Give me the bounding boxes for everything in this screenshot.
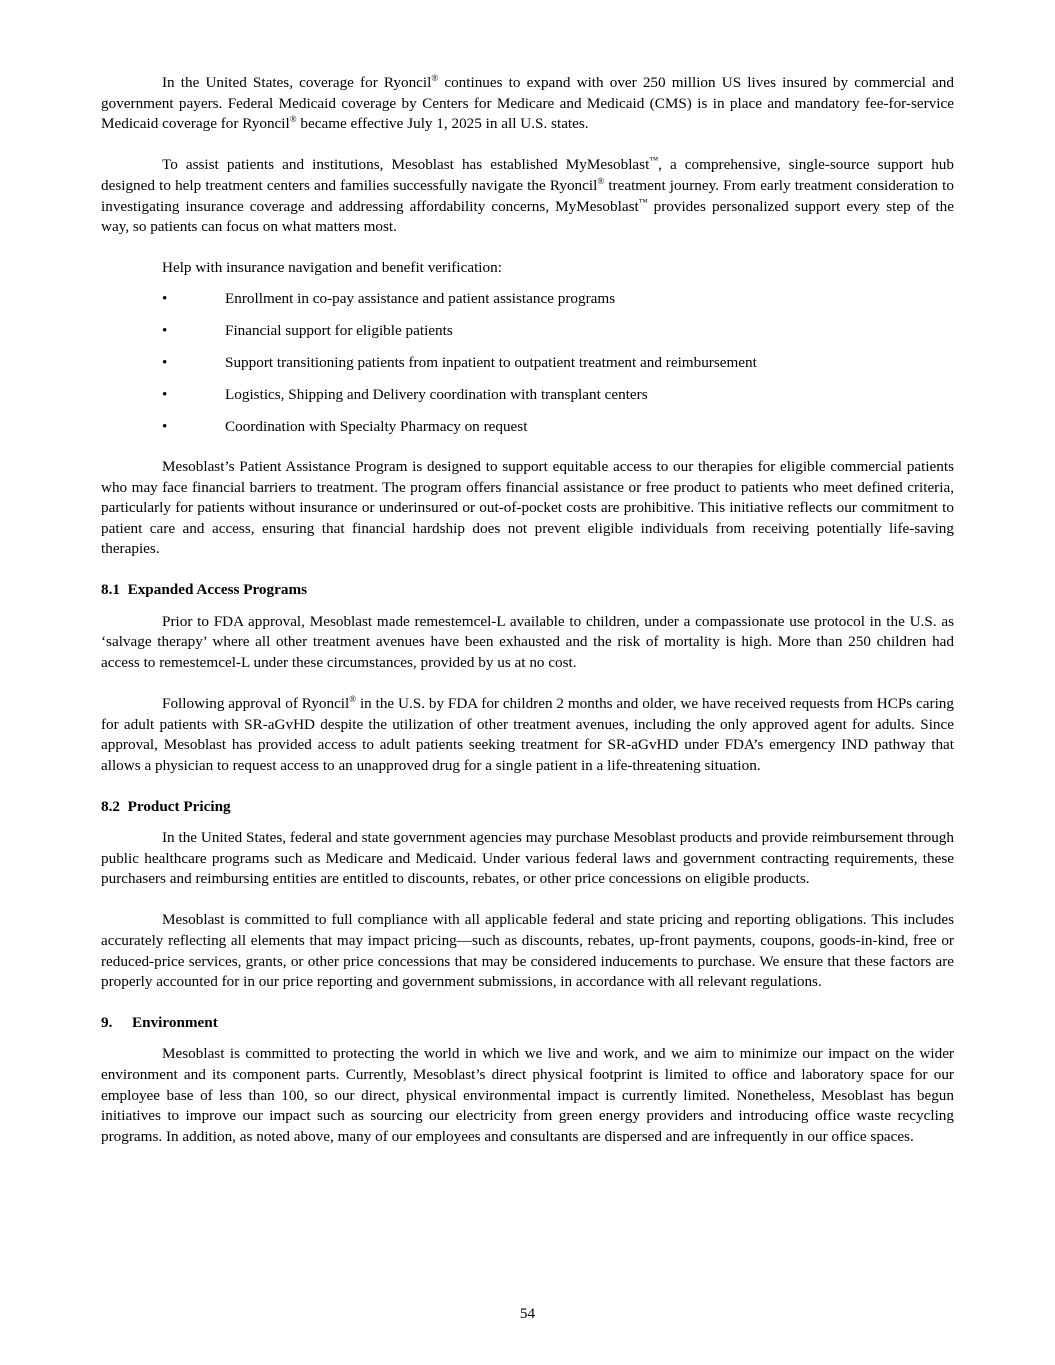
list-item (101, 321, 954, 342)
support-bullet-list (101, 289, 954, 438)
list-item (101, 385, 954, 406)
paragraph-pricing-compliance: Mesoblast is committed to full compliance with all applicable federal and state pricing and reporting obligations. This includes accurately reflecting all elements that may impact pricing—such as discounts, rebates, up-front payments, coupons, goods-in-kind, free or reduced-price services, grants, or other price concessions that may be considered inducements to purchase. We ensure that these factors are properly accounted for in our price reporting and government submissions, in accordance with all relevant regulations. (101, 911, 954, 991)
text-run: continues to expand with over 250 million US lives insured by commercial and government payers. Federal Medicaid coverage by Centers for Medicare and Medicaid (CMS) is in place and mandatory fee-for-service Medicaid coverage for Ryoncil (101, 74, 954, 133)
paragraph-patient-assistance: Mesoblast’s Patient Assistance Program is designed to support equitable access to our therapies for eligible commercial patients who may face financial barriers to treatment. The program offers financial assistance or free product to patients who meet defined criteria, particularly for patients without insurance or underinsured or out-of-pocket costs are prohibitive. This initiative reflects our commitment to patient care and access, ensuring that financial hardship does not prevent eligible individuals from receiving potentially life-saving therapies. (101, 457, 954, 558)
paragraph-compassionate-use: Prior to FDA approval, Mesoblast made remestemcel-L available to children, under a compassionate use protocol in the U.S. as ‘salvage therapy’ where all other treatment avenues have been exhausted and the risk of mortality is high. More than 250 children had access to remestemcel-L under these circumstances, provided by us at no cost. (101, 612, 954, 671)
trademark-mark: ™ (638, 196, 648, 207)
trademark-mark: ™ (649, 155, 659, 166)
bullet-icon: • (162, 418, 168, 436)
bullet-icon: • (162, 386, 168, 404)
registered-mark: ® (597, 175, 605, 186)
section-title: Expanded Access Programs (127, 581, 308, 599)
document-page (101, 73, 954, 1147)
registered-mark: ® (431, 72, 439, 83)
list-item (101, 417, 954, 438)
list-item-text: Logistics, Shipping and Delivery coordination with transplant centers (225, 386, 648, 404)
section-title: Environment (132, 1014, 218, 1032)
list-item (101, 289, 954, 310)
text-run: To assist patients and institutions, Mesoblast has established MyMesoblast (162, 156, 650, 174)
text-run: , a comprehensive, single-source support hub designed to help treatment centers and families successfully navigate the Ryoncil (101, 156, 954, 194)
heading-expanded-access (101, 580, 954, 601)
registered-mark: ® (289, 114, 297, 125)
text-run: Following approval of Ryoncil (162, 694, 350, 712)
section-number: 8.1 (101, 581, 120, 599)
paragraph-government-purchasing: In the United States, federal and state government agencies may purchase Mesoblast products and provide reimbursement through public healthcare programs such as Medicare and Medicaid. Under various federal laws and government contracting requirements, these purchasers and reimbursing entities are entitled to discounts, rebates, or other price concessions on eligible products. (101, 829, 954, 888)
list-item-text: Support transitioning patients from inpatient to outpatient treatment and reimbursement (225, 354, 757, 372)
section-title: Product Pricing (127, 797, 231, 815)
text-run: became effective July 1, 2025 in all U.S. states. (296, 115, 589, 133)
list-item (101, 353, 954, 374)
page-number: 54 (519, 1305, 536, 1322)
text-run: treatment journey. From early treatment consideration to investigating insurance coverage and addressing affordability concerns, MyMesoblast (101, 176, 954, 215)
heading-environment (101, 1013, 954, 1034)
registered-mark: ® (349, 693, 357, 704)
heading-product-pricing (101, 797, 954, 818)
paragraph-adult-access (101, 694, 954, 776)
section-number: 8.2 (101, 797, 120, 815)
paragraph-environment: Mesoblast is committed to protecting the world in which we live and work, and we aim to minimize our impact on the wider environment and its component parts. Currently, Mesoblast’s direct physical footprint is limited to office and laboratory space for our employee base of less than 100, so our direct, physical environmental impact is currently limited. Nonetheless, Mesoblast has begun initiatives to improve our impact such as sourcing our electricity from green energy providers and introducing office waste recycling programs. In addition, as noted above, many of our employees and consultants are dispersed and are infrequently in our office spaces. (101, 1045, 954, 1145)
paragraph-ryoncil-coverage (101, 73, 954, 135)
section-number: 9. (101, 1014, 113, 1032)
text-run: provides personalized support every step of the way, so patients can focus on what matters most. (101, 197, 954, 236)
list-item-text: Enrollment in co-pay assistance and patient assistance programs (225, 289, 616, 307)
list-item-text: Financial support for eligible patients (225, 322, 453, 340)
bullet-icon: • (162, 322, 168, 340)
paragraph-insurance-help: Help with insurance navigation and benefit verification: (162, 259, 502, 277)
text-run: in the U.S. by FDA for children 2 months and older, we have received requests from HCPs caring for adult patients with SR-aGvHD despite the utilization of other treatment avenues, including the only approved agent for adults. Since approval, Mesoblast has provided access to adult patients seeking treatment for SR-aGvHD under FDA’s emergency IND pathway that allows a physician to request access to an unapproved drug for a single patient in a life-threatening situation. (101, 694, 954, 774)
paragraph-mymesoblast (101, 155, 954, 237)
list-item-text: Coordination with Specialty Pharmacy on request (225, 418, 528, 436)
text-run: In the United States, coverage for Ryoncil (162, 74, 432, 91)
bullet-icon: • (162, 354, 168, 372)
bullet-icon: • (162, 289, 168, 307)
